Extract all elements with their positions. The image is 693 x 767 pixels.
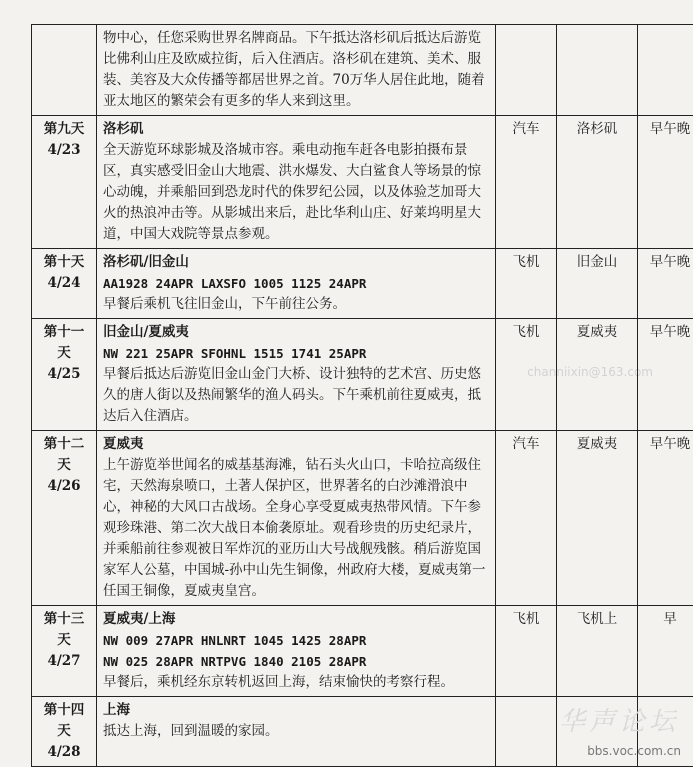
page-header [0, 0, 693, 24]
itinerary-row [32, 25, 693, 116]
day-cell [32, 431, 97, 606]
day-date: 4/23 [38, 140, 90, 161]
meals-cell: 早午晚 [638, 249, 693, 319]
itinerary-row [32, 606, 693, 697]
hotel-cell: 夏威夷 [557, 319, 638, 431]
meals-cell: 早午晚 [638, 116, 693, 249]
description-cell [97, 116, 496, 249]
description-cell [97, 319, 496, 431]
day-label: 第十三天 [38, 609, 90, 651]
meals-cell: 早 [638, 606, 693, 697]
day-label: 第十一天 [38, 322, 90, 364]
day-cell [32, 319, 97, 431]
itinerary-text: 物中心，任您采购世界名牌商品。下午抵达洛杉矶后抵达后游览比佛利山庄及欧威拉街，后入住酒店。洛杉矶在建筑、美术、服装、美容及大众传播等都居世界之首。70万华人居住此地，随着亚太地区的繁荣会有更多的华人来到这里。 [103, 28, 489, 112]
itinerary-table [31, 24, 693, 767]
transport-cell: 飞机 [496, 249, 557, 319]
route-title: 夏威夷 [103, 434, 489, 455]
itinerary-text: 全天游览环球影城及洛城市容。乘电动拖车赶各电影拍摄布景区，真实感受旧金山大地震、洪水爆发、大白鲨食人等场景的惊心动魄，并乘船回到恐龙时代的侏罗纪公园，以及体验芝加哥大火的热浪冲击等。从影城出来后，赴比华利山庄、好莱坞明星大道，中国大戏院等景点参观。 [103, 140, 489, 245]
description-cell [97, 697, 496, 767]
transport-cell: 飞机 [496, 319, 557, 431]
day-label: 第十四天 [38, 700, 90, 742]
route-title: 旧金山/夏威夷 [103, 322, 489, 343]
description-cell [97, 606, 496, 697]
transport-cell: 飞机 [496, 606, 557, 697]
bleed-through-email: channiixin@163.com [527, 365, 653, 379]
day-cell [32, 249, 97, 319]
day-cell [32, 116, 97, 249]
day-label: 第九天 [38, 119, 90, 140]
day-date: 4/25 [38, 364, 90, 385]
itinerary-text: 早餐后，乘机经东京转机返回上海，结束愉快的考察行程。 [103, 672, 489, 693]
flight-line: AA1928 24APR LAXSFO 1005 1125 24APR [103, 273, 489, 294]
transport-cell: 汽车 [496, 116, 557, 249]
day-date: 4/26 [38, 476, 90, 497]
flight-line: NW 221 25APR SFOHNL 1515 1741 25APR [103, 343, 489, 364]
itinerary-row [32, 116, 693, 249]
transport-cell [496, 25, 557, 116]
day-label: 第十二天 [38, 434, 90, 476]
transport-cell [496, 697, 557, 767]
flight-line: NW 009 27APR HNLNRT 1045 1425 28APR [103, 630, 489, 651]
route-title: 夏威夷/上海 [103, 609, 489, 630]
itinerary-text: 早餐后乘机飞往旧金山，下午前往公务。 [103, 294, 489, 315]
route-title: 洛杉矶/旧金山 [103, 252, 489, 273]
day-cell [32, 606, 97, 697]
transport-cell: 汽车 [496, 431, 557, 606]
day-date: 4/28 [38, 742, 90, 763]
itinerary-row [32, 431, 693, 606]
hotel-cell: 旧金山 [557, 249, 638, 319]
hotel-cell [557, 25, 638, 116]
day-cell [32, 697, 97, 767]
itinerary-body [32, 25, 693, 767]
itinerary-text: 抵达上海，回到温暖的家园。 [103, 721, 489, 742]
itinerary-text: 早餐后抵达后游览旧金山金门大桥、设计独特的艺术宫、历史悠久的唐人街以及热闹繁华的渔人码头。下午乘机前往夏威夷，抵达后入住酒店。 [103, 364, 489, 427]
hotel-cell: 飞机上 [557, 606, 638, 697]
meals-cell: 早午晚 [638, 431, 693, 606]
meals-cell [638, 25, 693, 116]
day-date: 4/24 [38, 273, 90, 294]
hotel-cell: 洛杉矶 [557, 116, 638, 249]
description-cell [97, 25, 496, 116]
route-title: 上海 [103, 700, 489, 721]
itinerary-row [32, 319, 693, 431]
meals-cell: 早午晚 [638, 319, 693, 431]
day-date: 4/27 [38, 651, 90, 672]
description-cell [97, 431, 496, 606]
watermark-brand: 华声论坛 [559, 701, 679, 738]
hotel-cell: 夏威夷 [557, 431, 638, 606]
day-cell [32, 25, 97, 116]
watermark-url: bbs.voc.com.cn [587, 744, 681, 758]
day-label: 第十天 [38, 252, 90, 273]
flight-line: NW 025 28APR NRTPVG 1840 2105 28APR [103, 651, 489, 672]
route-title: 洛杉矶 [103, 119, 489, 140]
itinerary-row [32, 249, 693, 319]
itinerary-text: 上午游览举世闻名的威基基海滩，钻石头火山口，卡哈拉高级住宅，天然海泉喷口，土著人保护区，世界著名的白沙滩滑浪中心，神秘的大风口古战场。全身心享受夏威夷热带风情。下午参观珍珠港、第二次大战日本偷袭原址。观看珍贵的历史纪录片，并乘船前往参观被日军炸沉的亚历山大号战舰残骸。稍后游览国家军人公墓，中国城-孙中山先生铜像，州政府大楼，夏威夷第一任国王铜像，夏威夷皇宫。 [103, 455, 489, 602]
description-cell [97, 249, 496, 319]
